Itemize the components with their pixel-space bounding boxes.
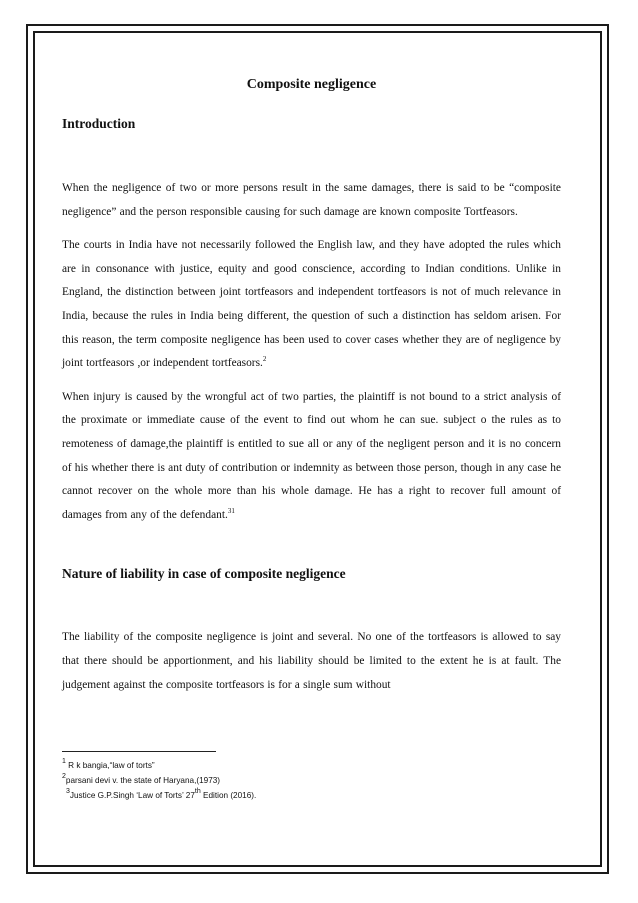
introduction-heading: Introduction xyxy=(62,116,136,131)
paragraph-3 xyxy=(62,386,561,528)
footnote-3-tail: Edition (2016). xyxy=(200,791,257,800)
footnote-3-superscript: th xyxy=(194,788,201,795)
footnote-1-text: R k bangia,“law of torts” xyxy=(65,761,155,770)
footnote-ref-2: 2 xyxy=(262,355,267,364)
paragraph-4-text: The liability of the composite negligence is joint and several. No one of the tortfeasors is allowed to say that there should be apportionment, and his liability should be limited to the extent he is at fault. The judgement against the composite tortfeasors is for a single sum without xyxy=(62,631,561,691)
paragraph-2-text: The courts in India have not necessarily followed the English law, and they have adopted the rules which are in consonance with justice, equity and good conscience, according to Indian conditions. Unlike in England, the distinction between joint tortfeasors and independent tortfeasors is not of much relevance in India, because the rules in India being different, the question of such a distinction has seldom arisen. For this reason, the term composite negligence has been used to cover cases whether they are of negligence by joint tortfeasors ,or independent tortfeasors. xyxy=(62,239,561,370)
footnote-2-text: parsani devi v. the state of Haryana,(1973) xyxy=(65,776,221,785)
footnote-2-number: 2 xyxy=(62,773,66,780)
footnote-separator xyxy=(62,751,216,752)
footnote-ref-3: 31 xyxy=(227,506,235,515)
footnotes xyxy=(62,758,482,803)
footnote-3 xyxy=(62,788,482,803)
footnote-2 xyxy=(62,773,482,788)
document-title: Composite negligence xyxy=(246,77,377,92)
nature-of-liability-heading: Nature of liability in case of composite negligence xyxy=(62,566,346,582)
paragraph-4 xyxy=(62,626,561,697)
paragraph-1 xyxy=(62,177,561,224)
paragraph-2 xyxy=(62,234,561,376)
footnote-1 xyxy=(62,758,482,773)
footnote-3-number: 3 xyxy=(66,788,70,795)
paragraph-3-text: When injury is caused by the wrongful act of two parties, the plaintiff is not bound to a strict analysis of the proximate or immediate cause of the event to find out whom he can sue. subject o the rules as to remoteness of damage,the plaintiff is entitled to sue all or any of the negligent person and it is no concern of his whether there is ant duty of contribution or indemnity as between those person, though in any case he cannot recover on the whole more than his whole damage. He has a right to recover full amount of damages from any of the defendant. xyxy=(62,390,561,521)
page-content xyxy=(62,75,561,707)
paragraph-1-text: When the negligence of two or more persons result in the same damages, there is said to be “composite negligence” and the person responsible causing for such damage are known composite Tortfeasors. xyxy=(62,182,561,218)
footnote-1-number: 1 xyxy=(62,758,66,765)
footnote-3-text: Justice G.P.Singh ‘Law of Torts’ 27 xyxy=(69,791,195,800)
